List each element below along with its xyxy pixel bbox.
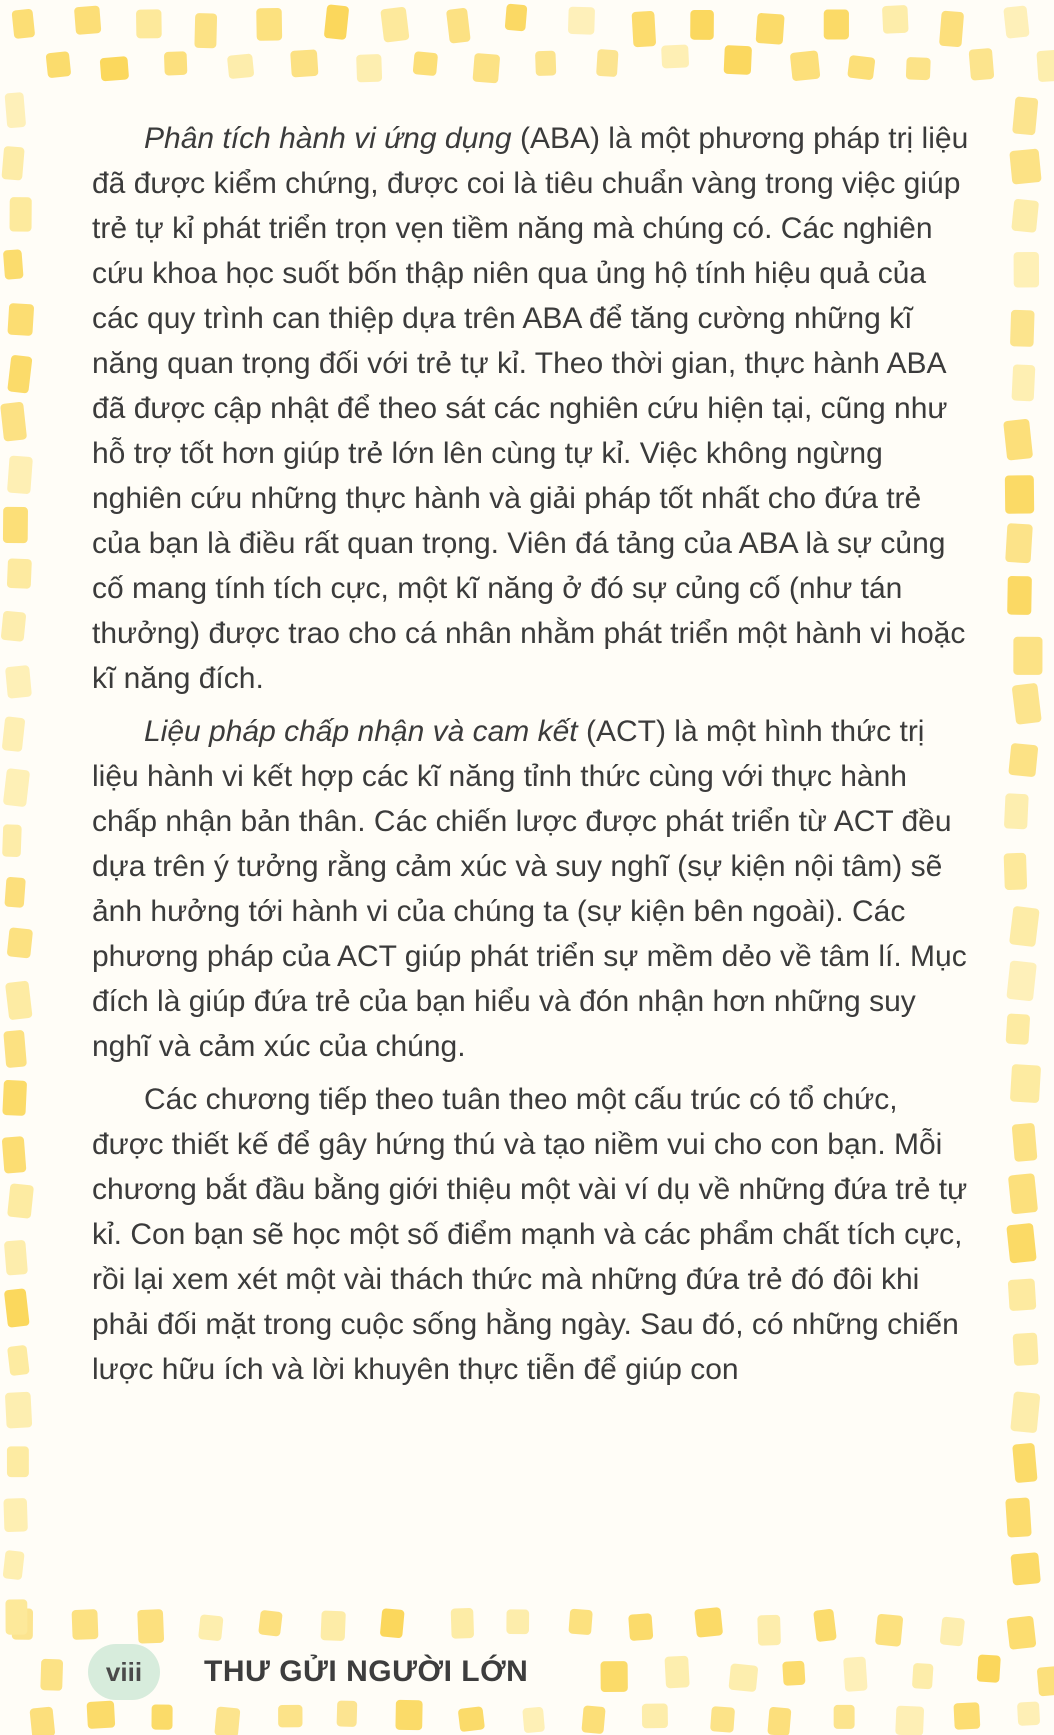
border-dot bbox=[1010, 310, 1035, 347]
border-dot bbox=[953, 1702, 980, 1730]
border-dot bbox=[214, 1706, 240, 1735]
border-dot bbox=[767, 1707, 791, 1735]
border-dot bbox=[1011, 364, 1035, 401]
border-dot bbox=[1017, 1701, 1040, 1725]
border-dot bbox=[600, 1661, 627, 1692]
border-dot bbox=[1036, 50, 1054, 83]
border-dot bbox=[29, 1706, 55, 1735]
border-dot bbox=[3, 1030, 27, 1068]
border-dot bbox=[1012, 1443, 1037, 1483]
border-dot bbox=[278, 1705, 302, 1728]
border-dot bbox=[1005, 475, 1034, 514]
border-dot bbox=[1008, 1173, 1038, 1214]
border-dot bbox=[895, 1706, 924, 1735]
border-dot bbox=[568, 7, 595, 35]
paragraph-act: Liệu pháp chấp nhận và cam kết (ACT) là một hình thức trị liệu hành vi kết hợp các kĩ năng tỉnh thức cùng với thực hành chấp nhận bản thân. Các chiến lược được phát triển từ ACT đều dựa trên ý tưởng rằng cảm xúc và suy nghĩ (sự kiện nội tâm) sẽ ảnh hưởng tới hành vi của chúng ta (sự kiện bên ngoài). Các phương pháp của ACT giúp phát triển sự mềm dẻo về tâm lí. Mục đích là giúp đứa trẻ của bạn hiểu và đón nhận hơn những suy nghĩ và cảm xúc của chúng. bbox=[92, 715, 967, 1063]
border-dot bbox=[1013, 637, 1042, 675]
border-dot bbox=[1011, 199, 1039, 233]
border-dot bbox=[1006, 1013, 1031, 1045]
border-dot bbox=[756, 13, 785, 45]
border-dot bbox=[151, 1704, 172, 1729]
border-dot bbox=[5, 92, 27, 128]
border-dot bbox=[5, 1392, 32, 1429]
border-dot bbox=[790, 50, 821, 81]
border-dot bbox=[1003, 419, 1033, 461]
border-dot bbox=[724, 45, 752, 75]
border-dot bbox=[632, 11, 657, 48]
paragraph-chapters: Các chương tiếp theo tuân theo một cấu trúc có tổ chức, được thiết kế để gây hứng thú và tạo niềm vui cho con bạn. Mỗi chương bắt đầu bằng giới thiệu một vài ví dụ về những đứa trẻ tự kỉ. Con bạn sẽ học một số điểm mạnh và các phẩm chất tích cực, rồi lại xem xét một vài thách thức mà những đứa trẻ đó đôi khi phải đối mặt trong cuộc sống hằng ngày. Sau đó, có những chiến lược hữu ích và lời khuyên thực tiễn để giúp con bbox=[92, 1083, 968, 1386]
border-dot bbox=[5, 665, 32, 699]
border-dot bbox=[324, 4, 350, 40]
border-dot bbox=[1, 611, 27, 642]
border-dot bbox=[446, 8, 471, 44]
border-dot bbox=[522, 1707, 545, 1733]
border-dot bbox=[198, 1614, 224, 1641]
border-dot bbox=[824, 10, 849, 40]
border-dot bbox=[581, 1705, 605, 1734]
page-footer bbox=[88, 1644, 528, 1700]
border-dot bbox=[413, 51, 439, 76]
border-dot bbox=[1010, 1391, 1040, 1433]
border-dot bbox=[3, 507, 28, 543]
border-dot bbox=[1008, 743, 1038, 777]
border-dot bbox=[728, 1663, 758, 1692]
border-dot bbox=[10, 197, 32, 231]
border-dot bbox=[690, 10, 714, 40]
term-act: Liệu pháp chấp nhận và cam kết bbox=[144, 715, 578, 748]
border-dot bbox=[194, 13, 217, 48]
border-dot bbox=[4, 877, 25, 908]
border-dot bbox=[7, 927, 33, 958]
border-dot bbox=[694, 1607, 723, 1638]
border-dot bbox=[7, 1345, 30, 1376]
border-dot bbox=[7, 355, 32, 394]
border-dot bbox=[782, 1661, 805, 1686]
border-dot bbox=[0, 402, 27, 442]
border-dot bbox=[451, 1608, 474, 1639]
border-dot bbox=[7, 1183, 34, 1219]
border-dot bbox=[136, 9, 162, 38]
border-dot bbox=[290, 49, 318, 77]
border-dot bbox=[939, 11, 964, 48]
border-dot bbox=[847, 55, 875, 80]
border-dot bbox=[1006, 960, 1037, 1001]
border-dot bbox=[1007, 576, 1032, 615]
border-dot bbox=[3, 249, 24, 280]
border-dot bbox=[940, 1616, 965, 1646]
border-dot bbox=[977, 1654, 1001, 1683]
border-dot bbox=[356, 54, 382, 82]
border-dot bbox=[596, 49, 619, 77]
border-dot bbox=[258, 1610, 283, 1637]
border-dot bbox=[227, 53, 254, 79]
border-dot bbox=[969, 48, 995, 81]
border-dot bbox=[1006, 1223, 1037, 1264]
border-dot bbox=[74, 5, 101, 34]
border-dot bbox=[1037, 1666, 1054, 1696]
border-dot bbox=[1006, 1616, 1036, 1650]
border-dot bbox=[1014, 252, 1040, 288]
border-dot bbox=[7, 558, 32, 589]
term-aba: Phân tích hành vi ứng dụng bbox=[144, 122, 512, 155]
border-dot bbox=[87, 1701, 116, 1729]
border-dot bbox=[5, 1599, 27, 1634]
border-dot bbox=[1008, 1278, 1037, 1311]
border-dot bbox=[628, 1613, 653, 1641]
border-dot bbox=[834, 1705, 855, 1729]
border-dot bbox=[813, 1609, 837, 1643]
border-dot bbox=[843, 1656, 868, 1691]
border-dot bbox=[875, 1614, 903, 1647]
border-dot bbox=[1004, 793, 1029, 829]
border-dot bbox=[1005, 523, 1033, 563]
border-dot bbox=[321, 1610, 346, 1641]
border-dot bbox=[40, 1659, 63, 1691]
border-dot bbox=[2, 716, 26, 752]
border-dot bbox=[1010, 1064, 1041, 1103]
page-number: viii bbox=[88, 1644, 160, 1700]
border-dot bbox=[137, 1609, 164, 1644]
border-dot bbox=[568, 1609, 592, 1636]
border-dot bbox=[757, 1615, 781, 1646]
border-dot bbox=[72, 1609, 99, 1640]
border-dot bbox=[1, 146, 24, 181]
border-dot bbox=[46, 51, 72, 78]
border-dot bbox=[3, 1550, 25, 1580]
border-dot bbox=[1009, 906, 1040, 947]
border-dot bbox=[472, 53, 500, 84]
border-dot bbox=[1013, 1333, 1039, 1366]
border-dot bbox=[1003, 5, 1029, 38]
border-dot bbox=[256, 8, 282, 41]
border-dot bbox=[664, 1656, 689, 1689]
border-dot bbox=[380, 1608, 405, 1638]
body-text bbox=[92, 116, 972, 1400]
border-dot bbox=[12, 1608, 33, 1639]
border-dot bbox=[505, 4, 528, 32]
border-dot bbox=[906, 57, 931, 80]
border-dot bbox=[1005, 1497, 1032, 1537]
border-dot bbox=[1012, 683, 1042, 725]
running-head: THƯ GỬI NGƯỜI LỚN bbox=[204, 1655, 529, 1688]
border-dot bbox=[912, 1663, 934, 1690]
border-dot bbox=[1012, 1123, 1038, 1162]
border-dot bbox=[3, 768, 30, 807]
border-dot bbox=[3, 1498, 27, 1532]
border-dot bbox=[1012, 96, 1038, 135]
border-dot bbox=[395, 1700, 422, 1730]
border-dot bbox=[1010, 1552, 1040, 1585]
border-dot bbox=[380, 7, 409, 43]
border-dot bbox=[458, 1706, 485, 1732]
border-dot bbox=[2, 1136, 27, 1174]
border-dot bbox=[506, 1609, 529, 1634]
border-dot bbox=[7, 1446, 29, 1477]
border-dot bbox=[4, 1288, 30, 1328]
border-dot bbox=[11, 9, 35, 39]
border-dot bbox=[710, 1706, 735, 1733]
border-dot bbox=[7, 303, 34, 336]
border-dot bbox=[535, 51, 556, 76]
border-dot bbox=[4, 1240, 28, 1276]
border-dot bbox=[2, 824, 22, 857]
border-dot bbox=[1009, 148, 1041, 184]
paragraph-aba: Phân tích hành vi ứng dụng (ABA) là một phương pháp trị liệu đã được kiểm chứng, được coi là tiêu chuẩn vàng trong việc giúp trẻ tự kỉ phát triển trọn vẹn tiềm năng mà chúng có. Các nghiên cứu khoa học suốt bốn thập niên qua ủng hộ tính hiệu quả của các quy trình can thiệp dựa trên ABA để tăng cường những kĩ năng quan trọng đối với trẻ tự kỉ. Theo thời gian, thực hành ABA đã được cập nhật để theo sát các nghiên cứu hiện tại, cũng như hỗ trợ tốt hơn giúp trẻ lớn lên cùng tự kỉ. Việc không ngừng nghiên cứu những thực hành và giải pháp tốt nhất cho đứa trẻ của bạn là điều rất quan trọng. Viên đá tảng của ABA là sự củng cố mang tính tích cực, một kĩ năng ở đó sự củng cố (như tán thưởng) được trao cho cá nhân nhằm phát triển một hành vi hoặc kĩ năng đích. bbox=[92, 122, 969, 695]
border-dot bbox=[337, 1700, 358, 1726]
border-dot bbox=[661, 44, 689, 68]
border-dot bbox=[882, 5, 909, 34]
border-dot bbox=[1004, 853, 1028, 890]
border-dot bbox=[100, 56, 129, 81]
border-dot bbox=[5, 981, 33, 1021]
border-dot bbox=[2, 1080, 27, 1116]
border-dot bbox=[7, 455, 33, 494]
border-dot bbox=[642, 1703, 668, 1728]
border-dot bbox=[164, 51, 187, 75]
